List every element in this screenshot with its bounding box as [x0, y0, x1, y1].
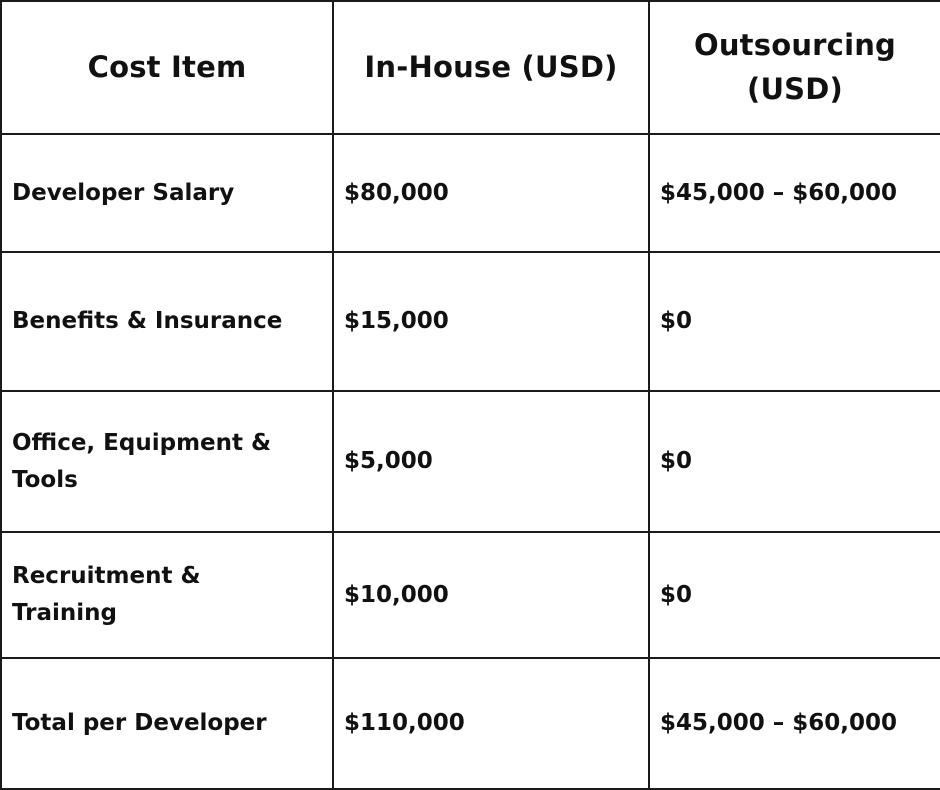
cell-outsourcing: $0	[649, 391, 940, 532]
table-row	[1, 134, 940, 252]
header-in-house: In-House (USD)	[333, 1, 649, 134]
table-row	[1, 532, 940, 658]
cell-cost-item: Recruitment & Training	[1, 532, 333, 658]
cell-in-house: $80,000	[333, 134, 649, 252]
cell-in-house: $5,000	[333, 391, 649, 532]
cell-outsourcing: $45,000 – $60,000	[649, 134, 940, 252]
cell-in-house: $15,000	[333, 252, 649, 391]
cell-in-house: $110,000	[333, 658, 649, 789]
table-row	[1, 391, 940, 532]
cell-outsourcing: $0	[649, 252, 940, 391]
table-row	[1, 658, 940, 789]
cell-in-house: $10,000	[333, 532, 649, 658]
cell-cost-item: Office, Equipment & Tools	[1, 391, 333, 532]
table-row	[1, 252, 940, 391]
cell-cost-item: Benefits & Insurance	[1, 252, 333, 391]
cell-cost-item: Developer Salary	[1, 134, 333, 252]
cell-outsourcing: $45,000 – $60,000	[649, 658, 940, 789]
table-body	[1, 134, 940, 789]
header-cost-item: Cost Item	[1, 1, 333, 134]
cell-outsourcing: $0	[649, 532, 940, 658]
header-outsourcing: Outsourcing (USD)	[649, 1, 940, 134]
cell-cost-item: Total per Developer	[1, 658, 333, 789]
table-header	[1, 1, 940, 134]
header-row	[1, 1, 940, 134]
